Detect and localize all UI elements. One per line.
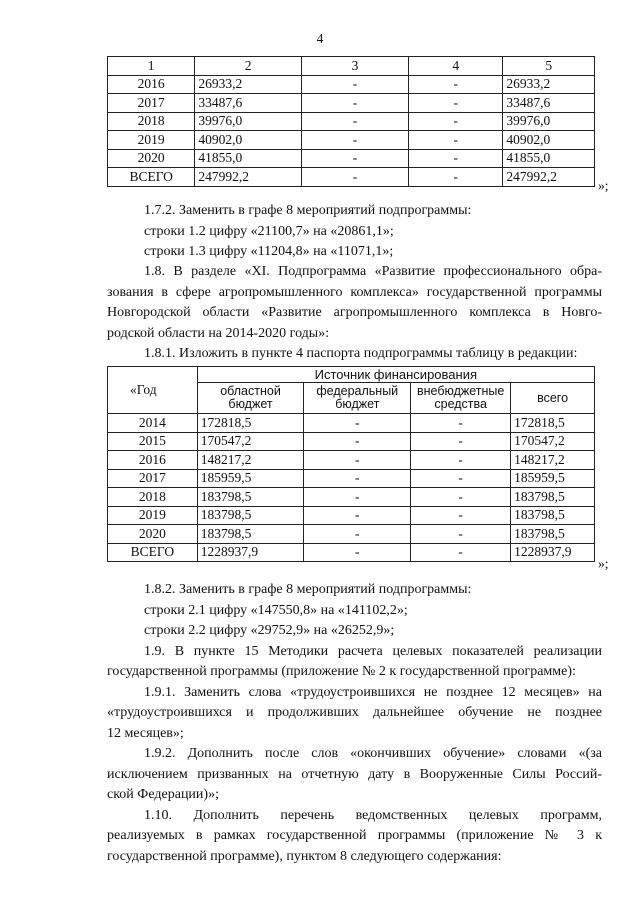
table-row	[108, 451, 595, 470]
paragraph-line: родской области на 2014-2020 годы»:	[107, 325, 330, 341]
paragraph-line: 1.8. В разделе «XI. Подпрограмма «Развитие профессионального обра-	[144, 264, 602, 279]
table-header-row	[108, 57, 595, 76]
table-row	[108, 525, 595, 544]
paragraph-line: зования в сфере агропромышленного комплекса» государственной программы	[107, 284, 602, 300]
table-cell: 2	[195, 57, 302, 76]
paragraph-line: 1.7.2. Заменить в графе 8 мероприятий подпрограммы:	[144, 203, 472, 218]
table-cell: 33487,6	[195, 94, 302, 113]
table-cell: 2020	[108, 149, 195, 168]
table-cell: 170547,2	[511, 432, 595, 451]
paragraph-line: государственной программы (приложение № 2 к государственной программе):	[107, 664, 576, 679]
column-header-total: всего	[511, 383, 595, 414]
table-cell: 183798,5	[511, 488, 595, 507]
table-cell: 247992,2	[503, 168, 595, 187]
table-cell: -	[409, 149, 503, 168]
table-cell: -	[301, 75, 408, 94]
table-row	[108, 488, 595, 507]
table-row	[108, 469, 595, 488]
table1-closing-quote: »;	[598, 178, 609, 193]
table-cell: -	[411, 506, 511, 525]
table-cell: 172818,5	[197, 414, 304, 433]
amendments-continued	[107, 580, 602, 867]
table-cell: 2015	[108, 432, 198, 451]
paragraph-line: 1.8.2. Заменить в графе 8 мероприятий подпрограммы:	[144, 582, 472, 597]
table-cell: ВСЕГО	[108, 168, 195, 187]
table-cell: 39976,0	[195, 112, 302, 131]
table-row	[108, 168, 595, 187]
table-cell: 183798,5	[511, 506, 595, 525]
table-cell: 2014	[108, 414, 198, 433]
table-cell: -	[304, 432, 411, 451]
paragraph-line: строки 1.2 цифру «21100,7» на «20861,1»;	[144, 223, 394, 239]
table-cell: 183798,5	[511, 525, 595, 544]
year-column-header: «Год	[108, 367, 198, 414]
paragraph-line: ской Федерации)»;	[107, 787, 219, 802]
table-cell: 26933,2	[503, 75, 595, 94]
table-cell: 5	[503, 57, 595, 76]
table-cell: -	[304, 469, 411, 488]
paragraph-line: реализуемых в рамках государственной программы (приложение № 3 к	[107, 828, 602, 843]
table-cell: 183798,5	[197, 525, 304, 544]
table-cell: 172818,5	[511, 414, 595, 433]
table-row	[108, 506, 595, 525]
table-cell: 2019	[108, 506, 198, 525]
table-cell: -	[304, 488, 411, 507]
table-cell: -	[409, 131, 503, 150]
paragraph-line: 12 месяцев»;	[107, 725, 184, 741]
table-cell: 1228937,9	[197, 543, 304, 562]
table-cell: -	[409, 94, 503, 113]
table-cell: -	[304, 525, 411, 544]
table-cell: 33487,6	[503, 94, 595, 113]
paragraph-line: 1.9.1. Заменить слова «трудоустроившихся не позднее 12 месяцев» на	[144, 684, 602, 700]
paragraph-line: строки 2.2 цифру «29752,9» на «26252,9»;	[144, 623, 395, 638]
funding-table-1	[107, 56, 595, 187]
paragraph-line: строки 2.1 цифру «147550,8» на «141102,2»;	[144, 602, 408, 618]
table-cell: -	[301, 131, 408, 150]
table-cell: 183798,5	[197, 506, 304, 525]
paragraph-line: Новгородской области «Развитие агропромышленного комплекса в Новго-	[107, 305, 602, 320]
table-cell: 1	[108, 57, 195, 76]
funding-table-2	[107, 366, 595, 562]
table-cell: 2017	[108, 94, 195, 113]
table-cell: 148217,2	[197, 451, 304, 470]
paragraph-line: 1.9. В пункте 15 Методики расчета целевых показателей реализации	[144, 643, 602, 659]
table-row	[108, 75, 595, 94]
table-cell: -	[301, 149, 408, 168]
table-cell: -	[304, 506, 411, 525]
table-cell: 39976,0	[503, 112, 595, 131]
table-cell: -	[411, 432, 511, 451]
table-cell: 40902,0	[195, 131, 302, 150]
page-number: 4	[316, 31, 324, 46]
paragraph-line: государственной программе), пунктом 8 следующего содержания:	[107, 848, 502, 864]
table-cell: -	[409, 112, 503, 131]
table-cell: -	[409, 168, 503, 187]
table-cell: 183798,5	[197, 488, 304, 507]
table-cell: -	[304, 543, 411, 562]
table-cell: 2016	[108, 75, 195, 94]
paragraph-line: «трудоустроившихся и продолживших дальнейшее обучение не позднее	[107, 705, 602, 720]
table-cell: -	[411, 543, 511, 562]
table-cell: 185959,5	[511, 469, 595, 488]
table-cell: -	[411, 488, 511, 507]
table-cell: -	[304, 414, 411, 433]
table-cell: 3	[301, 57, 408, 76]
table-cell: 148217,2	[511, 451, 595, 470]
table-cell: 247992,2	[195, 168, 302, 187]
subprogram-1-amendments	[107, 201, 602, 263]
table-cell: 2016	[108, 451, 198, 470]
table-row	[108, 94, 595, 113]
table-row	[108, 414, 595, 433]
paragraph-line: 1.10. Дополнить перечень ведомственных целевых программ,	[144, 807, 602, 823]
column-header-regional-budget: областной бюджет	[197, 383, 304, 414]
table2-closing-quote: »;	[598, 556, 609, 571]
table-cell: 2018	[108, 112, 195, 131]
table-cell: -	[301, 94, 408, 113]
table-cell: 1228937,9	[511, 543, 595, 562]
table-cell: 41855,0	[195, 149, 302, 168]
table-cell: -	[304, 451, 411, 470]
table-cell: -	[301, 112, 408, 131]
table-row	[108, 543, 595, 562]
paragraph-line: 1.9.2. Дополнить после слов «окончивших обучение» словами «(за	[144, 746, 602, 761]
funding-table-2-body	[108, 414, 595, 562]
paragraph-line: исключением призванных на отчетную дату в Вооруженные Силы Россий-	[107, 766, 602, 782]
column-header-federal-budget: федеральный бюджет	[304, 383, 411, 414]
paragraph-line: строки 1.3 цифру «11204,8» на «11071,1»;	[144, 244, 394, 259]
table-row	[108, 432, 595, 451]
table-cell: 2019	[108, 131, 195, 150]
table-cell: -	[411, 414, 511, 433]
funding-source-header: Источник финансирования	[197, 367, 594, 383]
table-cell: 2017	[108, 469, 198, 488]
table-cell: 2020	[108, 525, 198, 544]
table-cell: 4	[409, 57, 503, 76]
section-xi-intro	[107, 262, 602, 365]
table-cell: ВСЕГО	[108, 543, 198, 562]
table-cell: 40902,0	[503, 131, 595, 150]
table-cell: 185959,5	[197, 469, 304, 488]
funding-table-1-body	[108, 57, 595, 187]
column-header-extrabudgetary: внебюджетные средства	[411, 383, 511, 414]
table-cell: -	[409, 75, 503, 94]
table-cell: 41855,0	[503, 149, 595, 168]
table-cell: 26933,2	[195, 75, 302, 94]
table-row	[108, 112, 595, 131]
table-cell: 170547,2	[197, 432, 304, 451]
table-row	[108, 131, 595, 150]
table-cell: -	[411, 525, 511, 544]
table-cell: -	[301, 168, 408, 187]
table-cell: -	[411, 451, 511, 470]
table-row	[108, 149, 595, 168]
paragraph-line: 1.8.1. Изложить в пункте 4 паспорта подпрограммы таблицу в редакции:	[144, 346, 578, 361]
table-cell: 2018	[108, 488, 198, 507]
table-cell: -	[411, 469, 511, 488]
